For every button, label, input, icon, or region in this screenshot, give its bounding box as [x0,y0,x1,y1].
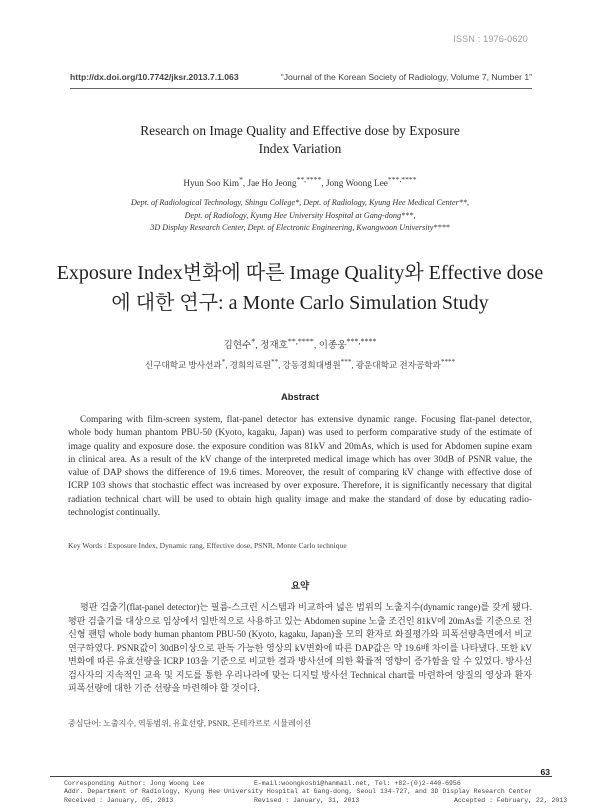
abstract-heading: Abstract [280,391,320,402]
page-number: 63 [540,767,550,777]
footer-line [64,780,552,788]
keywords-english: Key Words : Exposure Index, Dynamic rang, Effective dose, PSNR, Monte Carlo technique [68,541,347,550]
english-authors: Hyun Soo Kim*, Jae Ho Jeong**,****, Jong Woong Lee***,**** [183,175,417,189]
affiliation-name: 강동경희대병원 [282,359,341,370]
english-affiliations [60,197,540,235]
english-title-line-2: Index Variation [258,141,342,156]
author-mark: ***,**** [387,175,417,184]
correspondence-footer [50,776,568,809]
doi-link[interactable]: http://dx.doi.org/10.7742/jksr.2013.7.1.063 [70,72,239,82]
contact-info: E-mail:woongkosbi@hanmail.net, Tel: +82-(0)2-440-6956 [254,780,461,787]
affiliation-mark: ** [271,358,279,366]
accepted-date: Accepted : February, 22, 2013 [454,796,568,804]
author-mark: **,**** [287,337,314,346]
footer-address: Addr. Department of Radiology, Kyung Hee University Hospital at Gang-dong, Seoul 134-727, and 3D Display Research Center [64,788,533,796]
footer-line [64,796,568,805]
author-mark: * [239,175,243,184]
affiliation-mark: **** [440,358,456,366]
affiliation-name: 신구대학교 방사선과 [144,359,222,370]
keywords-korean: 중심단어: 노출지수, 역동범위, 유효선량, PSNR, 몬테카르로 시뮬레이션 [68,719,312,728]
affiliation-name: 광운대학교 전자공학과 [355,359,441,370]
author-name: 이종웅 [318,340,347,352]
korean-title-line-1: Exposure Index변화에 따른 Image Quality와 Effective dose [56,262,544,284]
affiliation-mark: *** [340,358,352,366]
abstract-body: Comparing with film-screen system, flat-panel detector has extensive dynamic range. Focusing flat-panel detector, whole body human phantom PBU-50 (Kyoto, kagaku, Japan) was used to perform comparative study of the estimate of image quality and exposure dose. the exposure condition was 81kV and 20mAs, which is used for Abdomen supine exam in clinical area. As a result of the kV change of the interpreted medical image which has over 30dB of PSNR value, the value of DAP shows the difference of 19.6 times. Moreover, the result of comparing kV change with effective dose of ICRP 103 shows that stochastic effect was increased by over exposure. Therefore, it is significantly necessary that digital radiation technical chart will be used to obtain high quality image and make the standard of dose by educating radio-technologist continually. [68,415,532,519]
corresponding-author: Corresponding Author: Jong Woong Lee [64,780,205,787]
affiliation-line: Dept. of Radiology, Kyung Hee University Hospital at Gang-dong***, [184,210,416,220]
author-mark: ***,**** [346,337,377,346]
journal-citation: “Journal of the Korean Society of Radiology, Volume 7, Number 1” [280,72,532,82]
author-mark: * [251,337,256,346]
affiliation-mark: * [221,358,226,366]
english-title [80,122,520,158]
author-name: Jae Ho Jeong [247,178,297,189]
korean-title [50,258,550,318]
korean-affiliations: 신구대학교 방사선과*, 경희의료원**, 강동경희대병원***, 광운대학교 전자공학과**** [144,358,456,370]
english-title-line-1: Research on Image Quality and Effective dose by Exposure [140,123,460,138]
running-header [70,72,532,86]
affiliation-name: 경희의료원 [229,359,272,370]
issn: ISSN : 1976-0620 [453,34,528,44]
header-divider [70,88,532,89]
received-date: Received : January, 05, 2013 [64,796,174,804]
korean-summary-heading: 요약 [290,580,310,591]
korean-summary-body: 평판 검출기(flat-panel detector)는 필름-스크린 시스템과 비교하여 넓은 범위의 노출지수(dynamic range)를 갖게 됐다. 평판 검출기를 대상으로 임상에서 일반적으로 사용하고 있는 Abdomen supine 노출 조건인 81kV에 20mAs를 기준으로 전신형 팬텀 whole body human phantom PBU-50 (Kyoto, kagaku, Japan)을 모의 환자로 화질평가와 피폭선량측면에서 비교 연구하였다. PSNR값이 30dB이상으로 판독 가능한 영상의 kV변화에 따른 DAP값은 약 19.6배 차이를 나타냈다. 또한 kV변화에 따른 유효선량을 ICRP 103을 기준으로 비교한 결과 방사선에 의한 확률적 영향이 증가함을 알 수 있었다. 방사선검사자의 지속적인 교육 및 지도를 통한 우리나라에 맞는 디지털 방사선 Technical chart를 마련하여 양질의 영상과 환자피폭선량에 대한 기준 선량을 마련해야 할 것이다. [68,602,532,693]
author-name: Hyun Soo Kim [183,178,240,189]
author-name: 김현수 [223,340,252,352]
author-name: Jong Woong Lee [325,178,388,189]
revised-date: Revised : January, 31, 2013 [254,796,360,804]
korean-title-line-2: 에 대한 연구: a Monte Carlo Simulation Study [111,292,489,314]
author-mark: **,**** [296,175,322,184]
affiliation-line: Dept. of Radiological Technology, Shingu College*, Dept. of Radiology, Kyung Hee Medical Center**, [130,198,470,207]
affiliation-line: 3D Display Research Center, Dept. of Electronic Engineering, Kwangwoon University**** [150,223,450,233]
author-name: 정재호 [260,340,288,352]
korean-authors: 김현수*, 정재호**,****, 이종웅***,**** [223,337,377,352]
